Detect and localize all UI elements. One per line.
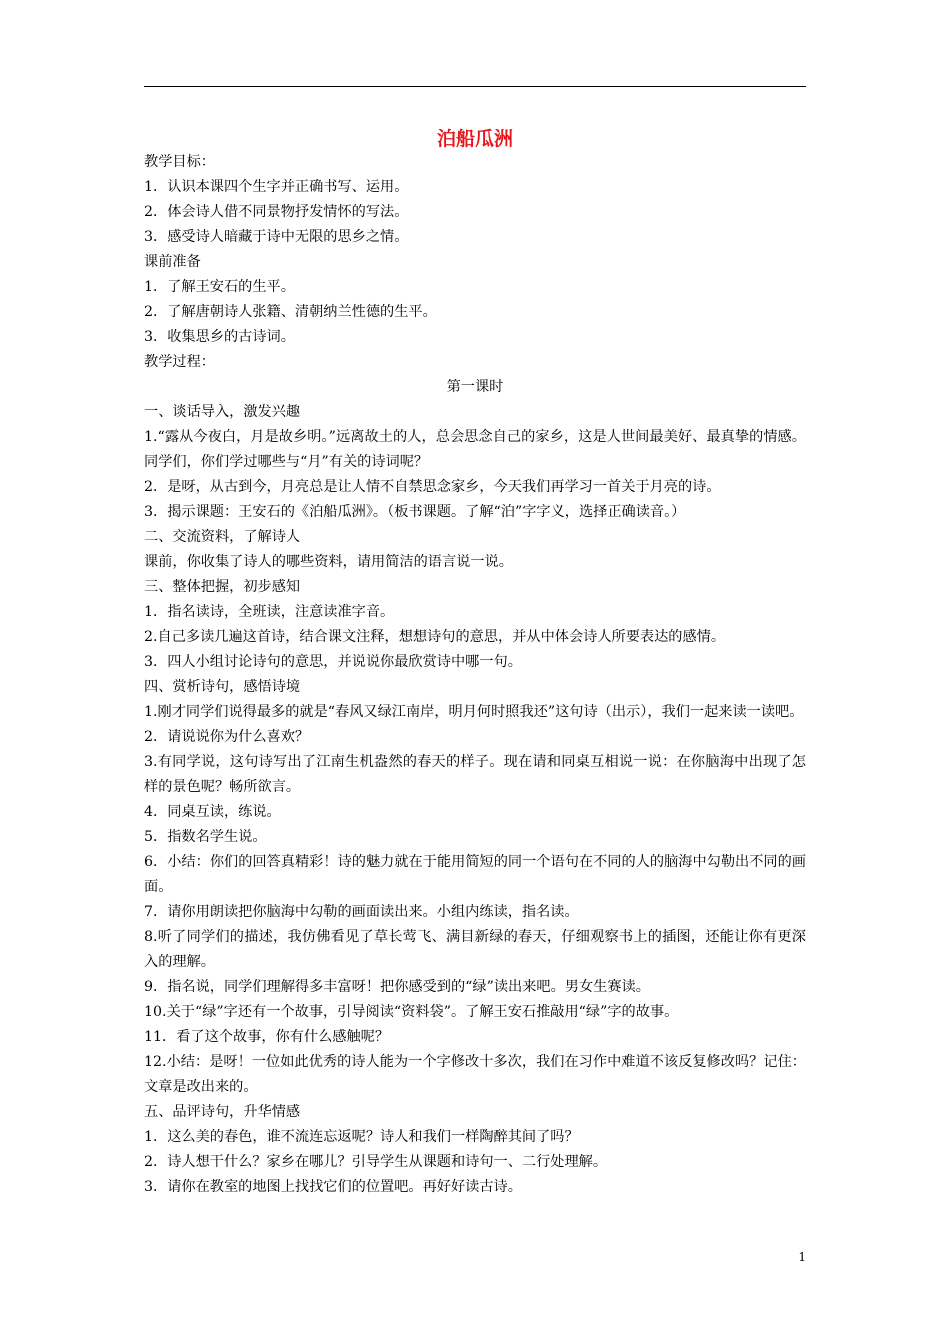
paragraph: 2．请说说你为什么喜欢？ [144,729,310,745]
paragraph: 5．指数名学生说。 [144,829,267,845]
paragraph: 3．揭示课题：王安石的《泊船瓜洲》。（板书课题。了解“泊”字字义，选择正确读音。） [144,504,686,520]
page-number: 1 [798,1250,806,1264]
prep-heading: 课前准备 [144,254,201,270]
goals-heading: 教学目标： [144,154,215,170]
prep-item: 2．了解唐朝诗人张籍、清朝纳兰性德的生平。 [144,304,437,320]
document-body [144,150,806,1200]
paragraph: 1．这么美的春色，谁不流连忘返呢？诗人和我们一样陶醉其间了吗？ [144,1129,579,1145]
paragraph: 12.小结：是呀！一位如此优秀的诗人能为一个字修改十多次，我们在习作中难道不该反复修改吗？记住：文章是改出来的。 [144,1054,806,1095]
prep-item: 3．收集思乡的古诗词。 [144,329,295,345]
paragraph: 4．同桌互读，练说。 [144,804,281,820]
paragraph: 课前，你收集了诗人的哪些资料，请用简洁的语言说一说。 [144,554,513,570]
paragraph: 3.有同学说，这句诗写出了江南生机盎然的春天的样子。现在请和同桌互相说一说：在你脑海中出现了怎样的景色呢？畅所欲言。 [144,754,806,795]
goal-item: 3．感受诗人暗藏于诗中无限的思乡之情。 [144,229,409,245]
paragraph: 11．看了这个故事，你有什么感触呢？ [144,1029,390,1045]
section-heading: 一、谈话导入，激发兴趣 [144,404,301,420]
goal-item: 1．认识本课四个生字并正确书写、运用。 [144,179,409,195]
paragraph: 2.自己多读几遍这首诗，结合课文注释，想想诗句的意思，并从中体会诗人所要表达的感情。 [144,629,726,645]
paragraph: 10.关于“绿”字还有一个故事，引导阅读“资料袋”。了解王安石推敲用“绿”字的故事。 [144,1004,679,1020]
section-heading: 五、品评诗句，升华情感 [144,1104,301,1120]
section-heading: 三、整体把握，初步感知 [144,579,301,595]
paragraph: 3．请你在教室的地图上找找它们的位置吧。再好好读古诗。 [144,1179,522,1195]
paragraph: 6．小结：你们的回答真精彩！诗的魅力就在于能用简短的同一个语句在不同的人的脑海中勾勒出不同的画面。 [144,854,806,895]
section-heading: 二、交流资料，了解诗人 [144,529,301,545]
goal-item: 2．体会诗人借不同景物抒发情怀的写法。 [144,204,409,220]
paragraph: 8.听了同学们的描述，我仿佛看见了草长莺飞、满目新绿的春天，仔细观察书上的插图，还能让你有更深入的理解。 [144,929,806,970]
paragraph: 3．四人小组讨论诗句的意思，并说说你最欣赏诗中哪一句。 [144,654,522,670]
paragraph: 1.“露从今夜白，月是故乡明。”远离故土的人，总会思念自己的家乡，这是人世间最美好、最真挚的情感。同学们，你们学过哪些与“月”有关的诗词呢？ [144,429,806,470]
paragraph: 2．诗人想干什么？家乡在哪儿？引导学生从课题和诗句一、二行处理解。 [144,1154,608,1170]
paragraph: 2．是呀，从古到今，月亮总是让人情不自禁思念家乡，今天我们再学习一首关于月亮的诗。 [144,479,721,495]
paragraph: 1.刚才同学们说得最多的就是“春风又绿江南岸，明月何时照我还”这句诗（出示），我们一起来读一读吧。 [144,704,804,720]
document-title: 泊船瓜洲 [436,128,513,150]
section-heading: 四、赏析诗句，感悟诗境 [144,679,301,695]
header-rule [144,86,806,87]
process-heading: 教学过程： [144,354,215,370]
paragraph: 7．请你用朗读把你脑海中勾勒的画面读出来。小组内练读，指名读。 [144,904,579,920]
prep-item: 1．了解王安石的生平。 [144,279,295,295]
paragraph: 9．指名说，同学们理解得多丰富呀！把你感受到的“绿”读出来吧。男女生赛读。 [144,979,650,995]
paragraph: 1．指名读诗，全班读，注意读准字音。 [144,604,395,620]
lesson-heading: 第一课时 [446,379,504,395]
